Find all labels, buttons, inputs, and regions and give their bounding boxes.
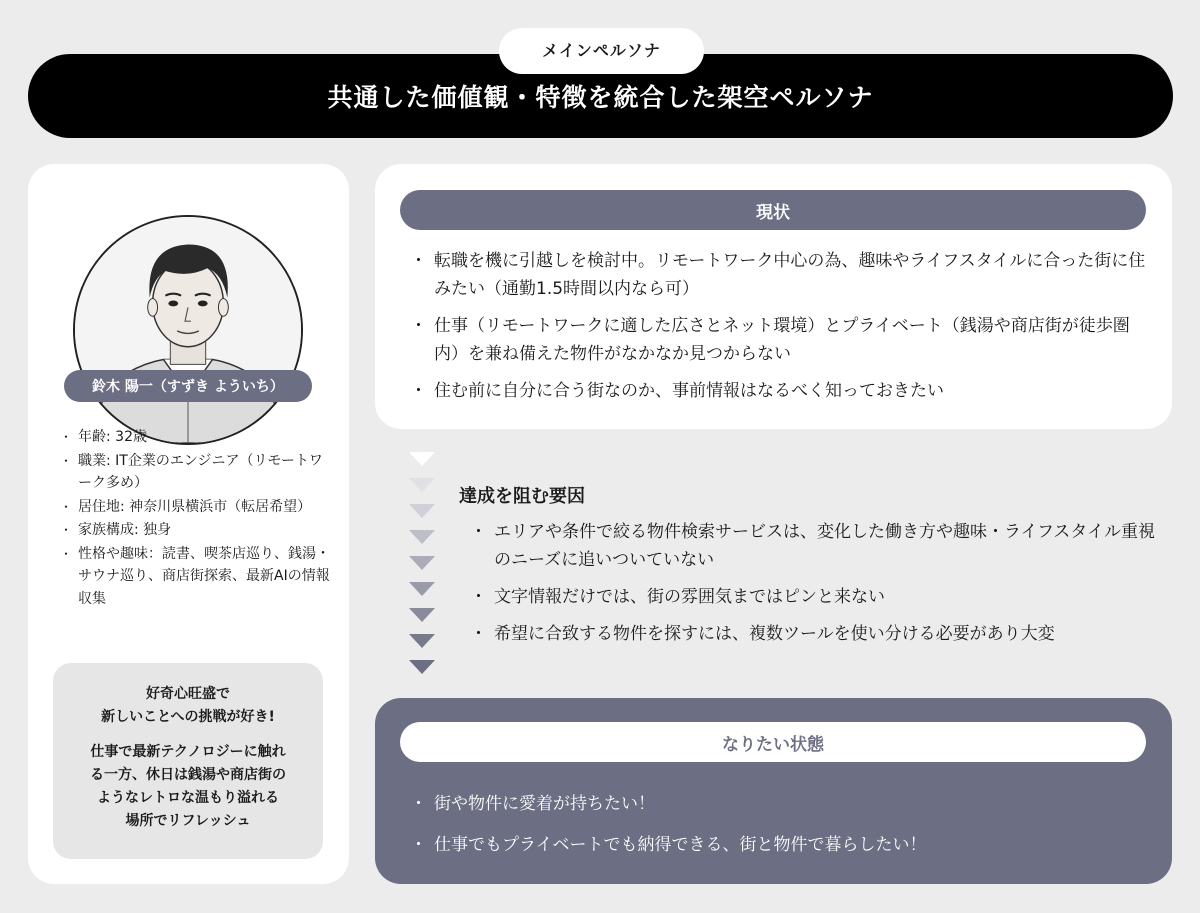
desired-state-title: なりたい状態 xyxy=(722,734,824,755)
list-item: ・ 住む前に自分に合う街なのか、事前情報はなるべく知っておきたい xyxy=(410,377,1155,405)
persona-portrait xyxy=(73,215,303,445)
profile-occupation: ・ 職業: IT企業のエンジニア（リモートワーク多め） xyxy=(60,450,330,495)
list-item: ・ 仕事でもプライベートでも納得できる、街と物件で暮らしたい！ xyxy=(410,831,1150,859)
persona-name-badge xyxy=(64,370,312,402)
persona-name: 鈴木 陽一（すずき よういち） xyxy=(92,379,284,395)
header-tab xyxy=(499,28,704,74)
page-title: 共通した価値観・特徴を統合した架空ペルソナ xyxy=(327,83,874,112)
profile-residence: ・ 居住地: 神奈川県横浜市（転居希望） xyxy=(60,496,330,519)
desired-state-list xyxy=(410,790,1150,872)
list-item: ・ 街や物件に愛着が持ちたい！ xyxy=(410,790,1150,818)
obstacles-list xyxy=(470,518,1160,657)
current-state-title: 現状 xyxy=(756,202,790,223)
profile-hobbies: ・ 性格や趣味：読書、喫茶店巡り、銭湯・サウナ巡り、商店街探索、最新AIの情報収集 xyxy=(60,543,330,611)
list-item: ・ エリアや条件で絞る物件検索サービスは、変化した働き方や趣味・ライフスタイル重視のニーズに追いついていない xyxy=(470,518,1160,574)
persona-illustration xyxy=(75,217,301,443)
current-state-list xyxy=(410,247,1155,414)
list-item: ・ 転職を機に引越しを検討中。リモートワーク中心の為、趣味やライフスタイルに合った街に住みたい（通勤1.5時間以内なら可） xyxy=(410,247,1155,303)
current-state-header xyxy=(400,190,1146,230)
personality-headline: 好奇心旺盛で 新しいことへの挑戦が好き! xyxy=(101,686,275,725)
header-tab-label: メインペルソナ xyxy=(542,41,661,60)
profile-details xyxy=(60,426,330,611)
list-item: ・ 希望に合致する物件を探すには、複数ツールを使い分ける必要があり大変 xyxy=(470,620,1160,648)
progress-arrows-icon xyxy=(408,452,436,677)
obstacles-title: 達成を阻む要因 xyxy=(459,486,585,507)
profile-family: ・ 家族構成: 独身 xyxy=(60,519,330,542)
profile-age: ・ 年齢: 32歳 xyxy=(60,426,330,449)
personality-description: 仕事で最新テクノロジーに触れ る一方、休日は銭湯や商店街の ようなレトロな温もり溢れる 場所でリフレッシュ xyxy=(90,744,286,829)
list-item: ・ 文字情報だけでは、街の雰囲気まではピンと来ない xyxy=(470,583,1160,611)
personality-summary xyxy=(53,663,323,859)
desired-state-header xyxy=(400,722,1146,762)
list-item: ・ 仕事（リモートワークに適した広さとネット環境）とプライベート（銭湯や商店街が徒歩圏内）を兼ね備えた物件がなかなか見つからない xyxy=(410,312,1155,368)
